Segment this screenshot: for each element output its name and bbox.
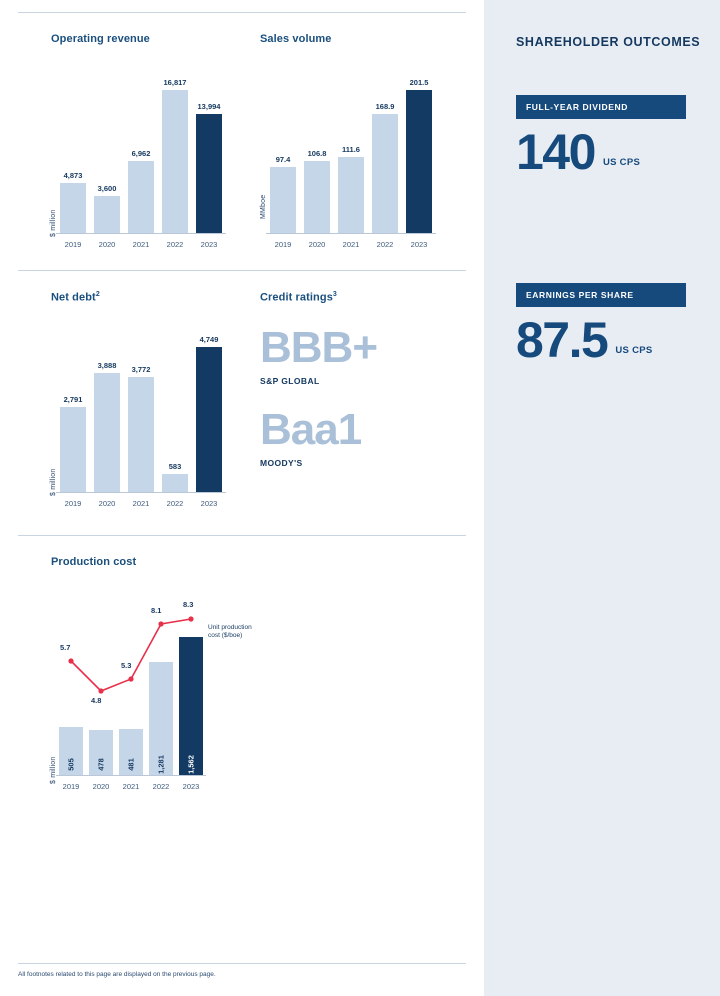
x-tick: 2022 bbox=[376, 240, 394, 249]
bar-group bbox=[86, 730, 116, 775]
bar bbox=[119, 729, 143, 775]
x-tick: 2023 bbox=[200, 240, 218, 249]
bar-group bbox=[56, 171, 90, 233]
bar-value: 201.5 bbox=[409, 78, 429, 87]
x-tick: 2019 bbox=[64, 498, 82, 508]
bar-value: 3,600 bbox=[97, 184, 117, 193]
bar-value: 6,962 bbox=[131, 149, 151, 158]
kpi-earnings-per-share bbox=[516, 283, 686, 368]
bar-value: 3,772 bbox=[131, 364, 151, 374]
bar-value: 4,873 bbox=[63, 171, 83, 180]
bar bbox=[128, 161, 154, 233]
chart-operating-revenue bbox=[18, 13, 242, 249]
kpi-band-label: EARNINGS PER SHARE bbox=[516, 283, 686, 307]
bar-highlight bbox=[196, 347, 222, 492]
x-tick: 2022 bbox=[152, 782, 170, 791]
chart-title: Production cost bbox=[51, 556, 137, 568]
line-point bbox=[68, 658, 73, 663]
x-tick: 2021 bbox=[122, 782, 140, 791]
panel-production-cost bbox=[18, 535, 466, 796]
bar bbox=[162, 90, 188, 233]
chart-sales-volume bbox=[242, 13, 466, 249]
bar-value: 481 bbox=[126, 758, 136, 771]
x-tick: 2023 bbox=[410, 240, 428, 249]
x-axis-categories bbox=[56, 776, 206, 791]
kpi-unit: US CPS bbox=[615, 345, 653, 356]
bar bbox=[89, 730, 113, 775]
kpi-full-year-dividend bbox=[516, 95, 686, 180]
footnote-marker: 2 bbox=[95, 291, 100, 298]
bar-value: 1,281 bbox=[156, 755, 166, 774]
bar bbox=[304, 161, 330, 233]
x-tick: 2021 bbox=[132, 498, 150, 508]
x-tick: 2020 bbox=[98, 240, 116, 249]
line-value: 8.3 bbox=[183, 600, 194, 609]
y-axis-label: $ million bbox=[50, 756, 57, 784]
shareholder-outcomes-panel bbox=[484, 0, 720, 996]
plot-area bbox=[266, 59, 436, 234]
bar-group bbox=[56, 727, 86, 775]
bar-value: 1,562 bbox=[186, 755, 196, 774]
line-value: 4.8 bbox=[91, 696, 102, 705]
bar bbox=[162, 474, 188, 492]
bar-group bbox=[56, 395, 90, 492]
x-tick: 2020 bbox=[308, 240, 326, 249]
bar-highlight bbox=[196, 114, 222, 233]
bar-value: 583 bbox=[168, 461, 182, 471]
rating-item bbox=[260, 322, 466, 386]
chart-title: Sales volume bbox=[260, 33, 332, 45]
bar-group bbox=[116, 729, 146, 775]
panel-title: SHAREHOLDER OUTCOMES bbox=[516, 35, 701, 49]
bar-value: 168.9 bbox=[375, 102, 395, 111]
x-tick: 2019 bbox=[274, 240, 292, 249]
bar bbox=[338, 157, 364, 233]
bar bbox=[60, 183, 86, 233]
line-point bbox=[128, 676, 133, 681]
line-point bbox=[158, 621, 163, 626]
chart-credit-ratings bbox=[242, 271, 466, 508]
kpi-value: 87.5 bbox=[516, 312, 608, 368]
line-point bbox=[188, 616, 193, 621]
chart-title-text: Net debt bbox=[51, 291, 96, 304]
panel-debt-ratings bbox=[18, 270, 466, 508]
rating-item bbox=[260, 404, 466, 468]
y-axis-label: $ million bbox=[50, 468, 57, 496]
rating-grade: Baa1 bbox=[260, 404, 362, 454]
kpi-value: 140 bbox=[516, 124, 595, 180]
rating-agency: MOODY'S bbox=[260, 457, 303, 468]
bar-group bbox=[158, 78, 192, 233]
rating-agency: S&P GLOBAL bbox=[260, 375, 320, 386]
y-axis-label: MMboe bbox=[260, 194, 267, 219]
chart-production-cost bbox=[18, 556, 318, 796]
bar-group bbox=[176, 637, 206, 775]
x-tick: 2019 bbox=[62, 782, 80, 791]
x-tick: 2020 bbox=[98, 498, 116, 508]
bar bbox=[60, 407, 86, 492]
line-value: 5.3 bbox=[121, 661, 132, 670]
chart-net-debt bbox=[18, 271, 242, 508]
bar-group bbox=[300, 149, 334, 233]
bar bbox=[149, 662, 173, 775]
bar-group bbox=[368, 102, 402, 233]
bar-group bbox=[192, 102, 226, 233]
plot-area bbox=[56, 586, 252, 776]
bar-value: 13,994 bbox=[197, 102, 221, 111]
y-axis-label: $ million bbox=[50, 209, 57, 237]
chart-title bbox=[51, 291, 242, 304]
plot-area bbox=[56, 59, 226, 234]
bar-value: 106.8 bbox=[307, 149, 327, 158]
bar bbox=[59, 727, 83, 775]
bar-group bbox=[402, 78, 436, 233]
x-tick: 2023 bbox=[200, 498, 218, 508]
x-tick: 2023 bbox=[182, 782, 200, 791]
line-value: 5.7 bbox=[60, 643, 71, 652]
x-axis-categories bbox=[266, 234, 436, 249]
bar-value: 2,791 bbox=[63, 394, 83, 404]
bar bbox=[94, 373, 120, 492]
kpi-unit: US CPS bbox=[602, 157, 641, 168]
chart-title: Operating revenue bbox=[51, 33, 150, 45]
bar bbox=[372, 114, 398, 233]
bar-group bbox=[192, 335, 226, 492]
chart-title-text: Credit ratings bbox=[260, 291, 333, 304]
panel-revenue-volume bbox=[18, 12, 466, 249]
bar bbox=[128, 377, 154, 492]
rating-grade: BBB+ bbox=[260, 322, 378, 372]
line-point bbox=[98, 688, 103, 693]
page-footnote: All footnotes related to this page are displayed on the previous page. bbox=[18, 963, 466, 978]
bar-value: 111.6 bbox=[342, 145, 360, 154]
bar bbox=[270, 167, 296, 233]
bar-group bbox=[146, 662, 176, 775]
bar-group bbox=[124, 149, 158, 233]
x-tick: 2021 bbox=[342, 240, 360, 249]
bar-group bbox=[124, 365, 158, 492]
bar-value: 3,888 bbox=[97, 360, 117, 370]
bar-highlight bbox=[406, 90, 432, 233]
bar-group bbox=[334, 145, 368, 233]
kpi-band-label: FULL-YEAR DIVIDEND bbox=[516, 95, 686, 119]
bar-highlight bbox=[179, 637, 203, 775]
line-legend-label: Unit production cost ($/boe) bbox=[208, 624, 252, 640]
plot-area bbox=[56, 318, 226, 493]
bar-value: 4,749 bbox=[199, 334, 219, 344]
footnote-marker: 3 bbox=[332, 291, 337, 298]
x-tick: 2022 bbox=[166, 240, 184, 249]
bar bbox=[94, 196, 120, 233]
bar-value: 97.4 bbox=[275, 155, 291, 164]
bar-group bbox=[90, 361, 124, 492]
chart-title bbox=[260, 291, 466, 304]
bar-value: 478 bbox=[96, 758, 106, 771]
bar-group bbox=[158, 462, 192, 492]
x-axis-categories bbox=[56, 234, 226, 249]
x-tick: 2020 bbox=[92, 782, 110, 791]
x-axis-categories bbox=[56, 493, 226, 508]
bar-value: 16,817 bbox=[163, 78, 187, 87]
x-tick: 2019 bbox=[64, 240, 82, 249]
bar-value: 505 bbox=[66, 758, 76, 771]
ratings-list bbox=[260, 322, 466, 468]
x-tick: 2022 bbox=[166, 498, 184, 508]
bar-group bbox=[90, 184, 124, 233]
x-tick: 2021 bbox=[132, 240, 150, 249]
line-value: 8.1 bbox=[151, 606, 162, 615]
bar-group bbox=[266, 155, 300, 233]
